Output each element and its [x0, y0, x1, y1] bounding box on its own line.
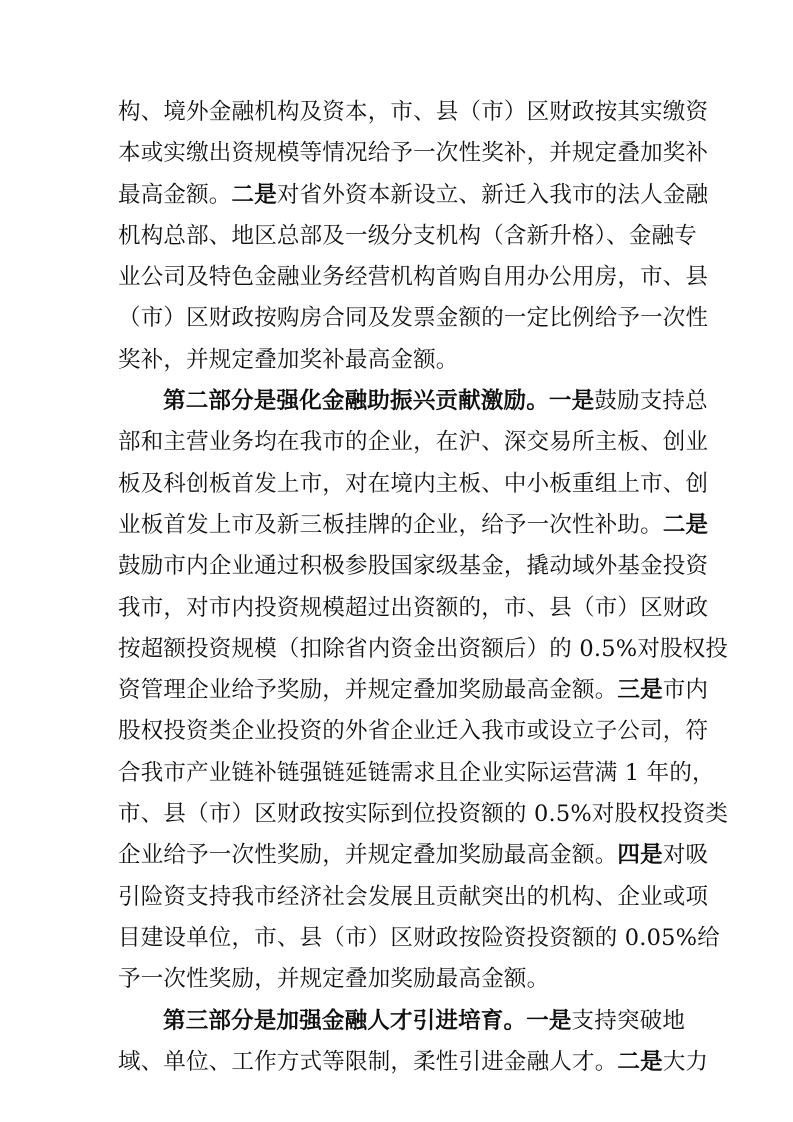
text-run: 业板首发上市及新三板挂牌的企业，给予一次性补助。: [118, 511, 663, 538]
text-run: 业公司及特色金融业务经营机构首购自用办公用房，市、县: [118, 264, 709, 291]
text-line: [118, 216, 697, 257]
paragraph-part-three: [118, 1001, 709, 1084]
text-run: 资管理企业给予奖励，并规定叠加奖励最高金额。: [118, 677, 618, 704]
text-line: [118, 711, 709, 752]
text-run: 引险资支持我市经济社会发展且贡献突出的机构、企业或项: [118, 883, 709, 910]
text-run: 鼓励支持总: [594, 388, 708, 415]
text-run: 域、单位、工作方式等限制，柔性引进金融人才。: [118, 1048, 618, 1075]
document-body: [118, 92, 729, 1083]
text-run: 市、县（市）区财政按实际到位投资额的 0.5%对股权投资类: [118, 801, 729, 828]
text-run: 鼓励市内企业通过积极参股国家级基金，撬动域外基金投资: [118, 553, 709, 580]
text-run: 股权投资类企业投资的外省企业迁入我市或设立子公司，符: [118, 718, 709, 745]
text-line: [118, 877, 709, 918]
text-run: 部和主营业务均在我市的企业，在沪、深交易所主板、创业: [118, 429, 709, 456]
text-line: [118, 1001, 686, 1042]
bold-marker: 二是: [617, 1048, 663, 1075]
text-line: [118, 422, 709, 463]
text-line: [118, 629, 729, 670]
text-line: [118, 670, 709, 711]
text-run: 最高金额。: [118, 181, 232, 208]
bold-marker: 四是: [617, 842, 663, 869]
text-line: [118, 175, 709, 216]
text-run: 对省外资本新设立、新迁入我市的法人金融: [276, 181, 709, 208]
text-run: 大力: [662, 1048, 709, 1075]
text-run: 构、境外金融机构及资本，市、县（市）区财政按其实缴资: [118, 99, 709, 125]
bold-marker: 二是: [662, 511, 709, 538]
text-line: [118, 588, 709, 629]
text-run: 按超额投资规模（扣除省内资金出资额后）的 0.5%对股权投: [118, 635, 729, 662]
paragraph-continuation: [118, 92, 709, 381]
text-run: 本或实缴出资规模等情况给予一次性奖补，并规定叠加奖补: [118, 140, 709, 167]
text-run: 市内: [662, 677, 709, 704]
text-line: [118, 546, 709, 587]
text-line: [118, 794, 729, 835]
text-run: 对吸: [662, 842, 709, 869]
text-run: （市）区财政按购房合同及发票金额的一定比例给予一次性: [118, 305, 709, 332]
text-run: 奖补，并规定叠加奖补最高金额。: [118, 346, 459, 373]
bold-marker: 一是: [548, 388, 595, 415]
text-run: 企业给予一次性奖励，并规定叠加奖励最高金额。: [118, 842, 618, 869]
text-line: [118, 381, 708, 422]
text-line: [118, 340, 674, 381]
text-line: [118, 1042, 709, 1083]
text-line: [118, 257, 709, 298]
text-line: [118, 298, 709, 339]
text-run: 机构总部、地区总部及一级分支机构（含新升格）、金融专: [118, 222, 697, 249]
text-run: 目建设单位，市、县（市）区财政按险资投资额的 0.05%给: [118, 924, 720, 951]
text-run: 板及科创板首发上市，对在境内主板、中小板重组上市、创: [118, 470, 709, 497]
text-line: [118, 959, 674, 1000]
paragraph-part-two: [118, 381, 729, 1000]
text-run: 予一次性奖励，并规定叠加奖励最高金额。: [118, 966, 550, 993]
bold-marker: 三是: [617, 677, 663, 704]
bold-marker: 二是: [231, 181, 277, 208]
text-line: [118, 133, 709, 174]
text-line: [118, 835, 709, 876]
text-line: [118, 753, 715, 794]
text-line: [118, 918, 720, 959]
section-heading: 第二部分是强化金融助振兴贡献激励。: [163, 388, 549, 415]
text-run: 合我市产业链补链强链延链需求且企业实际运营满 1 年的，: [118, 759, 715, 786]
text-line: [118, 92, 709, 133]
bold-marker: 一是: [526, 1007, 572, 1034]
section-heading: 第三部分是加强金融人才引进培育。: [163, 1007, 527, 1034]
text-run: 支持突破地: [571, 1007, 686, 1034]
text-line: [118, 464, 709, 505]
text-line: [118, 505, 709, 546]
text-run: 我市，对市内投资规模超过出资额的，市、县（市）区财政: [118, 594, 709, 621]
